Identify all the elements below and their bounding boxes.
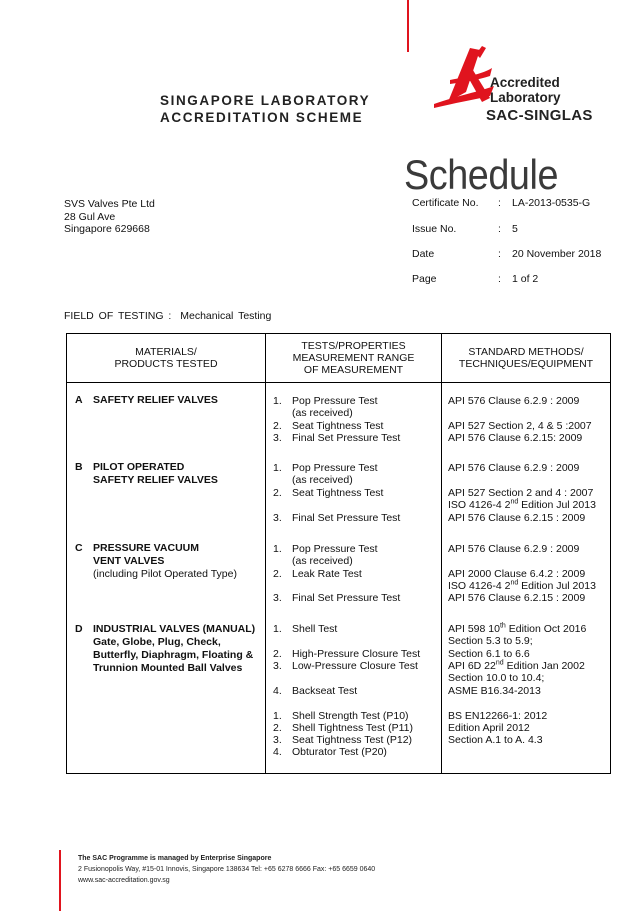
standard-item: Edition April 2012 [448, 722, 530, 734]
test-item: Pop Pressure Test [292, 462, 378, 474]
header-text: TESTS/PROPERTIES [301, 340, 406, 352]
test-item: Final Set Pressure Test [292, 592, 401, 604]
colon: : [498, 223, 501, 235]
item-number: 1. [273, 395, 282, 407]
page-title: Schedule [404, 151, 559, 198]
header-tests [266, 334, 442, 383]
standard-text: ISO 4126-4 2 [448, 499, 511, 511]
standard-item [448, 623, 586, 635]
item-number: 1. [273, 710, 282, 722]
certificate-value: LA-2013-0535-G [512, 197, 591, 209]
item-number: 1. [273, 543, 282, 555]
colon: : [498, 273, 501, 285]
standard-text: API 598 10 [448, 623, 500, 635]
standard-text: Edition Jul 2013 [518, 580, 596, 592]
item-number: 3. [273, 734, 282, 746]
schedule-table [66, 333, 611, 774]
test-item: Seat Tightness Test (P12) [292, 734, 413, 746]
item-number: 4. [273, 746, 282, 758]
logo-laboratory: Laboratory [490, 90, 561, 105]
section-letter: C [75, 542, 83, 554]
section-letter: B [75, 461, 83, 473]
standard-item: Section 5.3 to 5.9; [448, 635, 533, 647]
test-item: Pop Pressure Test [292, 543, 378, 555]
field-label: FIELD OF TESTING : [64, 310, 172, 322]
standard-item: API 576 Clause 6.2.15 : 2009 [448, 512, 586, 524]
logo-brand: SAC-SINGLAS [486, 107, 593, 124]
footer-line1: The SAC Programme is managed by Enterprise Singapore [78, 855, 272, 862]
material-d: INDUSTRIAL VALVES (MANUAL) [93, 623, 256, 635]
test-item: Low-Pressure Closure Test [292, 660, 418, 672]
superscript: nd [495, 659, 504, 667]
material-d: Butterfly, Diaphragm, Floating & [93, 649, 254, 661]
scheme-name [160, 92, 370, 126]
test-item: Seat Tightness Test [292, 487, 384, 499]
standard-item: API 527 Section 2, 4 & 5 :2007 [448, 420, 592, 432]
item-number: 3. [273, 592, 282, 604]
materials-cell [67, 383, 266, 774]
scheme-line1: SINGAPORE LABORATORY [160, 93, 371, 108]
company-address [64, 198, 155, 236]
test-item: Obturator Test (P20) [292, 746, 387, 758]
tests-cell [266, 383, 442, 774]
header-text: MEASUREMENT RANGE [292, 352, 415, 364]
test-item: Shell Tightness Test (P11) [292, 722, 414, 734]
colon: : [498, 197, 501, 209]
red-divider-top [407, 0, 409, 52]
test-item: Pop Pressure Test [292, 395, 378, 407]
section-letter: D [75, 623, 83, 635]
issue-label: Issue No. [412, 223, 457, 235]
item-number: 2. [273, 568, 282, 580]
item-number: 3. [273, 660, 282, 672]
standard-item: API 576 Clause 6.2.15 : 2009 [448, 592, 586, 604]
material-c: (including Pilot Operated Type) [93, 568, 237, 580]
superscript: nd [510, 498, 519, 506]
item-number: 2. [273, 648, 282, 660]
date-value: 20 November 2018 [512, 248, 602, 260]
colon: : [498, 248, 501, 260]
standard-item: API 576 Clause 6.2.9 : 2009 [448, 543, 580, 555]
test-item: High-Pressure Closure Test [292, 648, 421, 660]
address-line2: 28 Gul Ave [64, 210, 116, 223]
standard-text: ISO 4126-4 2 [448, 580, 511, 592]
test-item: (as received) [292, 474, 353, 486]
material-b: PILOT OPERATED [93, 461, 185, 473]
standard-text: API 6D 22 [448, 660, 496, 672]
standard-item: Section A.1 to A. 4.3 [448, 734, 543, 746]
test-item: (as received) [292, 555, 353, 567]
header-text: MATERIALS/ [135, 346, 197, 358]
standard-item [448, 499, 596, 511]
item-number: 2. [273, 420, 282, 432]
table-header-row [67, 334, 611, 383]
logo-accredited: Accredited [490, 75, 560, 90]
standard-item [448, 580, 596, 592]
item-number: 1. [273, 623, 282, 635]
material-c: PRESSURE VACUUM [93, 542, 199, 554]
test-item: Shell Test [292, 623, 338, 635]
page-label: Page [412, 273, 437, 285]
standard-item: API 576 Clause 6.2.9 : 2009 [448, 395, 580, 407]
item-number: 1. [273, 462, 282, 474]
page-value: 1 of 2 [512, 273, 539, 285]
superscript: th [499, 622, 506, 630]
certificate-label: Certificate No. [412, 197, 479, 209]
header-text: TECHNIQUES/EQUIPMENT [458, 358, 594, 370]
material-c: VENT VALVES [93, 555, 165, 567]
logo-text [490, 75, 561, 105]
footer [78, 853, 375, 886]
standard-item: API 2000 Clause 6.4.2 : 2009 [448, 568, 586, 580]
header-text: PRODUCTS TESTED [114, 358, 218, 370]
standard-item: API 576 Clause 6.2.15: 2009 [448, 432, 583, 444]
header-text: OF MEASUREMENT [303, 364, 404, 376]
test-item: (as received) [292, 407, 353, 419]
material-a: SAFETY RELIEF VALVES [93, 394, 218, 406]
material-d: Trunnion Mounted Ball Valves [93, 662, 243, 674]
section-letter: A [75, 394, 83, 406]
address-line1: SVS Valves Pte Ltd [64, 198, 155, 210]
standard-item: Section 6.1 to 6.6 [448, 648, 530, 660]
address-line3: Singapore 629668 [64, 223, 150, 235]
scheme-line2: ACCREDITATION SCHEME [160, 110, 364, 125]
test-item: Leak Rate Test [292, 568, 362, 580]
test-item: Final Set Pressure Test [292, 512, 401, 524]
material-b: SAFETY RELIEF VALVES [93, 474, 218, 486]
standards-cell [442, 383, 611, 774]
item-number: 3. [273, 432, 282, 444]
standard-item: Section 10.0 to 10.4; [448, 672, 545, 684]
header-text: STANDARD METHODS/ [468, 346, 584, 358]
item-number: 2. [273, 487, 282, 499]
table-body-row [67, 383, 611, 774]
field-of-testing [64, 310, 271, 322]
standard-text: Edition Oct 2016 [505, 623, 587, 635]
test-item: Backseat Test [292, 685, 358, 697]
footer-line2: 2 Fusionopolis Way, #15-01 Innovis, Singapore 138634 Tel: +65 6278 6666 Fax: +65 6659 0640 [78, 866, 376, 873]
standard-item: API 527 Section 2 and 4 : 2007 [448, 487, 594, 499]
standard-item: ASME B16.34-2013 [448, 685, 541, 697]
material-d: Gate, Globe, Plug, Check, [93, 636, 221, 648]
issue-value: 5 [512, 223, 518, 235]
field-value: Mechanical Testing [180, 310, 272, 322]
item-number: 2. [273, 722, 282, 734]
test-item: Shell Strength Test (P10) [292, 710, 409, 722]
standard-item: API 576 Clause 6.2.9 : 2009 [448, 462, 580, 474]
test-item: Final Set Pressure Test [292, 432, 401, 444]
standard-item [448, 660, 585, 672]
item-number: 3. [273, 512, 282, 524]
test-item: Seat Tightness Test [292, 420, 384, 432]
footer-website: www.sac-accreditation.gov.sg [78, 877, 170, 884]
item-number: 4. [273, 685, 282, 697]
header-methods [442, 334, 611, 383]
superscript: nd [510, 579, 519, 587]
standard-text: Edition Jan 2002 [503, 660, 585, 672]
date-label: Date [412, 248, 435, 260]
standard-item: BS EN12266-1: 2012 [448, 710, 548, 722]
header-materials [67, 334, 266, 383]
standard-text: Edition Jul 2013 [518, 499, 596, 511]
red-divider-bottom [59, 850, 61, 911]
